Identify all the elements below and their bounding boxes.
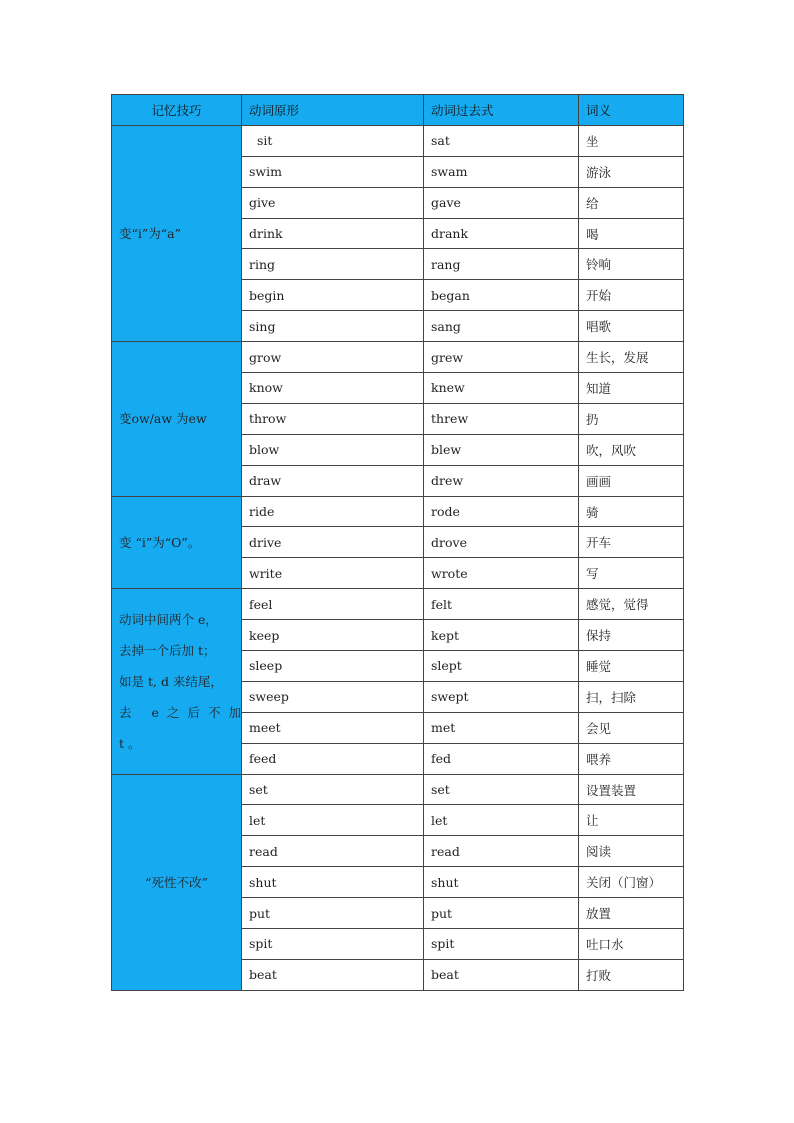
verb-base-form: beat	[242, 959, 424, 990]
memory-tip-cell	[112, 496, 242, 589]
verb-meaning: 坐	[579, 125, 684, 156]
memory-tip-line: 去掉一个后加 t；	[119, 642, 216, 658]
table-header-row	[112, 95, 684, 126]
verb-past-form: sat	[424, 125, 579, 156]
verb-base-form: begin	[242, 280, 424, 311]
verb-base-form: feel	[242, 589, 424, 620]
verb-past-form: drove	[424, 527, 579, 558]
verb-base-form: ring	[242, 249, 424, 280]
verb-meaning: 让	[579, 805, 684, 836]
verb-base-form: sing	[242, 311, 424, 342]
verb-meaning: 保持	[579, 620, 684, 651]
verb-base-form: read	[242, 836, 424, 867]
verb-past-form: met	[424, 712, 579, 743]
table-row	[112, 774, 684, 805]
verb-past-form: beat	[424, 959, 579, 990]
verb-meaning: 关闭（门窗）	[579, 867, 684, 898]
verb-base-form: shut	[242, 867, 424, 898]
verb-past-form: put	[424, 898, 579, 929]
verb-meaning: 给	[579, 187, 684, 218]
verb-meaning: 阅读	[579, 836, 684, 867]
verb-base-form: swim	[242, 156, 424, 187]
memory-tip-cell	[112, 774, 242, 990]
verb-meaning: 开始	[579, 280, 684, 311]
verb-past-form: swam	[424, 156, 579, 187]
verb-past-form: knew	[424, 373, 579, 404]
verb-past-form: gave	[424, 187, 579, 218]
verb-past-form: drew	[424, 465, 579, 496]
memory-tip-cell	[112, 589, 242, 774]
verb-base-form: sit	[242, 125, 424, 156]
verb-meaning: 铃响	[579, 249, 684, 280]
verb-past-form: blew	[424, 434, 579, 465]
verb-base-form: sweep	[242, 681, 424, 712]
verb-past-form: slept	[424, 651, 579, 682]
memory-tip-line: “死性不改”	[145, 874, 208, 890]
memory-tip-line: 变“i”为“a”	[119, 226, 182, 241]
verb-meaning: 生长，发展	[579, 342, 684, 373]
verb-past-form: grew	[424, 342, 579, 373]
verb-base-form: drink	[242, 218, 424, 249]
verb-base-form: spit	[242, 929, 424, 960]
verb-past-form: spit	[424, 929, 579, 960]
memory-tip-line: 去 e之后不加	[119, 704, 241, 720]
verb-past-form: let	[424, 805, 579, 836]
verb-past-form: rang	[424, 249, 579, 280]
verb-past-form: began	[424, 280, 579, 311]
header-memory-tip: 记忆技巧	[112, 95, 242, 126]
verb-meaning: 游泳	[579, 156, 684, 187]
verb-meaning: 画画	[579, 465, 684, 496]
verb-base-form: drive	[242, 527, 424, 558]
verb-past-form: threw	[424, 403, 579, 434]
verb-meaning: 扫，扫除	[579, 681, 684, 712]
verb-base-form: feed	[242, 743, 424, 774]
verb-base-form: grow	[242, 342, 424, 373]
table-row	[112, 342, 684, 373]
table-body	[112, 125, 684, 990]
verb-past-form: rode	[424, 496, 579, 527]
verb-past-form: sang	[424, 311, 579, 342]
verb-base-form: blow	[242, 434, 424, 465]
verb-meaning: 写	[579, 558, 684, 589]
verb-meaning: 扔	[579, 403, 684, 434]
irregular-verbs-table	[111, 94, 684, 991]
verb-meaning: 开车	[579, 527, 684, 558]
verb-past-form: kept	[424, 620, 579, 651]
verb-base-form: set	[242, 774, 424, 805]
verb-base-form: put	[242, 898, 424, 929]
verb-meaning: 放置	[579, 898, 684, 929]
verb-base-form: know	[242, 373, 424, 404]
verb-meaning: 知道	[579, 373, 684, 404]
verb-base-form: let	[242, 805, 424, 836]
verb-meaning: 唱歌	[579, 311, 684, 342]
memory-tip-line: t 。	[119, 735, 141, 751]
memory-tip-line: 变ow/aw 为ew	[119, 411, 207, 427]
verb-past-form: read	[424, 836, 579, 867]
header-base-form: 动词原形	[242, 95, 424, 126]
verb-meaning: 打败	[579, 959, 684, 990]
verb-base-form: draw	[242, 465, 424, 496]
verb-past-form: drank	[424, 218, 579, 249]
verb-meaning: 感觉，觉得	[579, 589, 684, 620]
verb-meaning: 会见	[579, 712, 684, 743]
memory-tip-cell	[112, 342, 242, 496]
verb-base-form: sleep	[242, 651, 424, 682]
verb-past-form: shut	[424, 867, 579, 898]
memory-tip-line: 如是 t, d 来结尾，	[119, 673, 223, 689]
memory-tip-line: 动词中间两个 e，	[119, 611, 218, 627]
verb-past-form: fed	[424, 743, 579, 774]
verb-meaning: 喂养	[579, 743, 684, 774]
verb-base-form: ride	[242, 496, 424, 527]
verb-past-form: wrote	[424, 558, 579, 589]
verb-past-form: felt	[424, 589, 579, 620]
verb-base-form: meet	[242, 712, 424, 743]
verb-base-form: give	[242, 187, 424, 218]
verb-meaning: 吹，风吹	[579, 434, 684, 465]
verb-base-form: throw	[242, 403, 424, 434]
memory-tip-line: 变 “i”为“O”。	[119, 534, 201, 550]
table-row	[112, 496, 684, 527]
table-row	[112, 125, 684, 156]
memory-tip-cell	[112, 125, 242, 341]
verb-meaning: 设置装置	[579, 774, 684, 805]
verb-meaning: 骑	[579, 496, 684, 527]
table-row	[112, 589, 684, 620]
verb-past-form: swept	[424, 681, 579, 712]
verb-base-form: write	[242, 558, 424, 589]
header-meaning: 词义	[579, 95, 684, 126]
verb-meaning: 吐口水	[579, 929, 684, 960]
header-past-form: 动词过去式	[424, 95, 579, 126]
verb-past-form: set	[424, 774, 579, 805]
verb-meaning: 喝	[579, 218, 684, 249]
verb-base-form: keep	[242, 620, 424, 651]
verb-meaning: 睡觉	[579, 651, 684, 682]
